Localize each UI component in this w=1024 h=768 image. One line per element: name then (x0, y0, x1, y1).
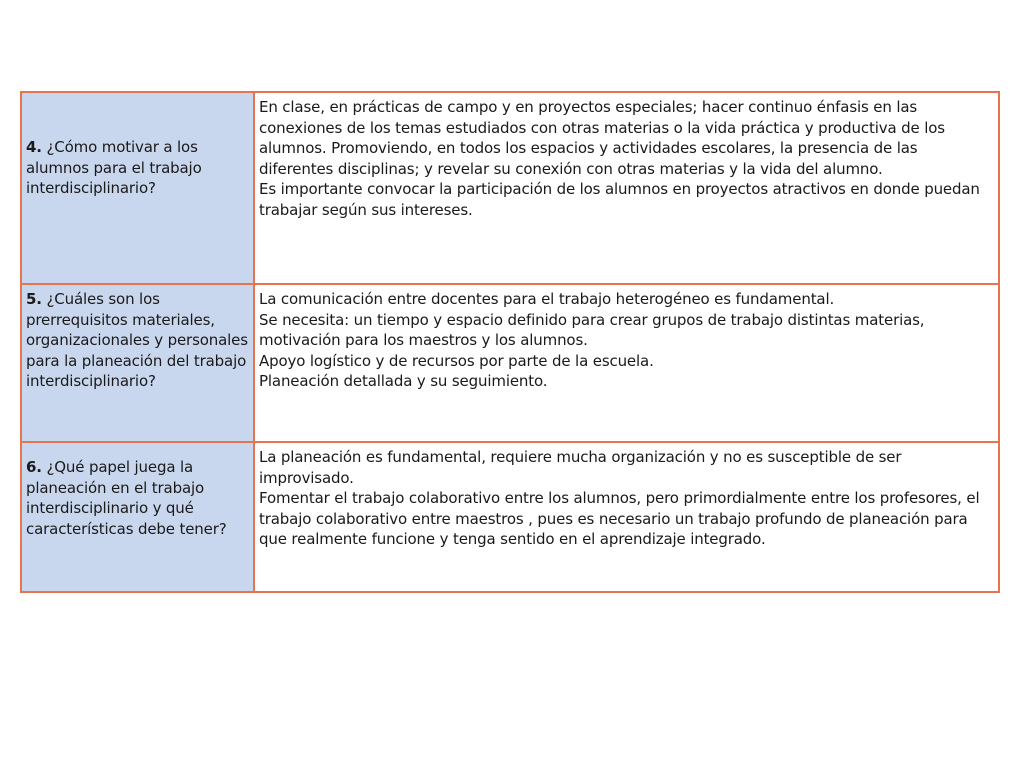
answer-paragraph: La comunicación entre docentes para el trabajo heterogéneo es fundamental. (259, 290, 835, 308)
question-number: 6. (26, 458, 42, 476)
answer-cell (254, 442, 999, 592)
question-number: 4. (26, 138, 42, 156)
table-row (21, 92, 999, 284)
answer-cell (254, 284, 999, 442)
answer-paragraph: Se necesita: un tiempo y espacio definido para crear grupos de trabajo distintas materias, motivación para los maestros y los alumnos. (259, 310, 925, 350)
question-number: 5. (26, 290, 42, 308)
answer-paragraph: Es importante convocar la participación de los alumnos en proyectos atractivos en donde puedan trabajar según sus intereses. (259, 180, 980, 219)
question-cell (21, 284, 254, 442)
answer-paragraph: Apoyo logístico y de recursos por parte de la escuela. (259, 351, 654, 370)
table-row (21, 284, 999, 442)
answer-paragraph: La planeación es fundamental, requiere mucha organización y no es susceptible de ser improvisado. (259, 448, 902, 487)
answer-paragraph: Fomentar el trabajo colaborativo entre los alumnos, pero primordialmente entre los profesores, el trabajo colaborativo entre maestros , pues es necesario un trabajo profundo de planeación para que realmente funcione y tenga sentido en el aprendizaje integrado. (259, 489, 980, 549)
question-cell (21, 92, 254, 284)
qa-table (20, 91, 1000, 593)
table-row (21, 442, 999, 592)
question-text: ¿Cuáles son los prerrequisitos materiales, organizacionales y personales para la planeación del trabajo interdisciplinario? (26, 290, 248, 391)
question-cell (21, 442, 254, 592)
question-text: ¿Qué papel juega la planeación en el trabajo interdisciplinario y qué características debe tener? (26, 458, 227, 538)
answer-cell (254, 92, 999, 284)
question-text: ¿Cómo motivar a los alumnos para el trabajo interdisciplinario? (26, 138, 202, 198)
answer-paragraph: En clase, en prácticas de campo y en proyectos especiales; hacer continuo énfasis en las conexiones de los temas estudiados con otras materias o la vida práctica y productiva de los alumnos. Promoviendo, en todos los espacios y actividades escolares, la presencia de las diferentes disciplinas; y revelar su conexión con otras materias y la vida del alumno. (259, 98, 945, 178)
answer-paragraph: Planeación detallada y su seguimiento. (259, 372, 548, 391)
